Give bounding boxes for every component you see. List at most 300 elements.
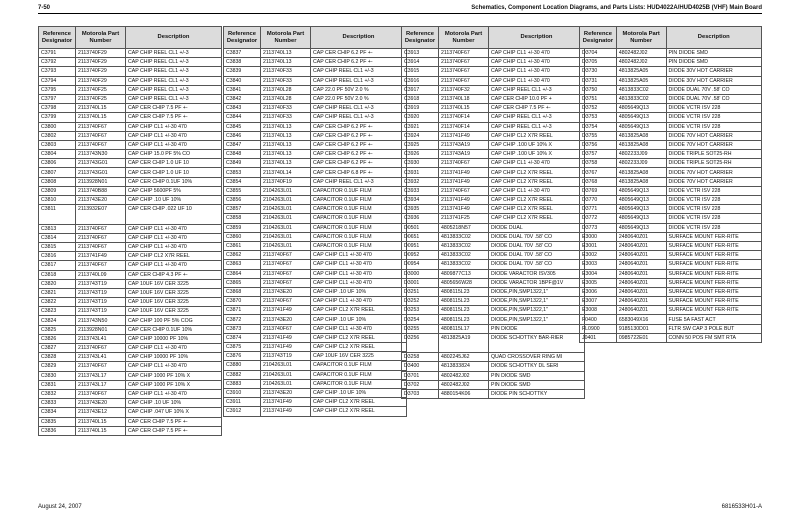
- part-number-cell: 2113743E20: [261, 315, 311, 324]
- ref-designator-cell: C3840: [224, 76, 261, 85]
- part-number-cell: 4802233J09: [616, 159, 666, 168]
- table-row: [224, 205, 407, 214]
- part-number-cell: 2113740F67: [76, 362, 126, 371]
- table-row: [39, 371, 222, 380]
- part-number-cell: 6583049X16: [616, 315, 666, 324]
- ref-designator-cell: C3880: [224, 361, 261, 370]
- part-number-cell: 4805656W28: [439, 278, 489, 287]
- ref-designator-cell: C3930: [402, 159, 439, 168]
- ref-designator-cell: C3832: [39, 389, 76, 398]
- part-number-cell: 2113743L17: [76, 371, 126, 380]
- part-number-cell: 4813825A08: [616, 140, 666, 149]
- part-number-cell: 2113743T19: [76, 307, 126, 316]
- ref-designator-cell: C3855: [224, 186, 261, 195]
- table-row: [402, 232, 585, 241]
- description-cell: CAP CHIP CL2 X7R REEL: [489, 196, 585, 205]
- ref-designator-cell: D0651: [402, 232, 439, 241]
- table-row: [580, 67, 762, 76]
- part-number-cell: 2113743N50: [76, 316, 126, 325]
- parts-table-4: [579, 26, 762, 343]
- table-row: [39, 334, 222, 343]
- ref-designator-cell: C3848: [224, 150, 261, 159]
- description-cell: CAP CHIP CL2 X7R REEL: [489, 177, 585, 186]
- part-number-cell: 2113740F67: [76, 122, 126, 131]
- part-number-cell: 2113741F49: [261, 407, 311, 416]
- ref-designator-cell: C3854: [224, 177, 261, 186]
- ref-designator-cell: D3767: [580, 168, 617, 177]
- part-number-cell: 4805649Q13: [616, 104, 666, 113]
- description-cell: CAP CER CHIP 7.5 PF +-: [126, 426, 222, 435]
- part-number-cell: 2113740F14: [439, 113, 489, 122]
- part-number-cell: 2113740F67: [439, 67, 489, 76]
- table-row: [224, 150, 407, 159]
- description-header: Description: [489, 27, 585, 49]
- description-cell: DIODE DUAL 70V .58' CO: [489, 260, 585, 269]
- ref-designator-cell: C3882: [224, 370, 261, 379]
- description-cell: CAPACITOR 0.1UF FILM: [311, 214, 407, 223]
- part-number-cell: 4813833C02: [439, 232, 489, 241]
- description-cell: DIODE TRIPLE SOT25-RH: [666, 159, 762, 168]
- table-row: [224, 278, 407, 287]
- part-number-cell: 2113740L13: [261, 131, 311, 140]
- part-number-cell: 4802233J09: [616, 150, 666, 159]
- ref-designator-cell: D3770: [580, 196, 617, 205]
- description-cell: CAP CHIP .10 UF 10%: [311, 287, 407, 296]
- ref-designator-cell: D3001: [402, 278, 439, 287]
- table-row: [224, 352, 407, 361]
- table-row: [402, 76, 585, 85]
- part-number-cell: 2113743T19: [76, 279, 126, 288]
- description-cell: CAP CHIP REEL CL1 +/-3: [126, 85, 222, 94]
- description-cell: CAP CHIP 1000 PF 10% X: [126, 380, 222, 389]
- ref-designator-cell: D3701: [402, 371, 439, 380]
- ref-designator-cell: D3768: [580, 177, 617, 186]
- description-cell: CAP CHIP CL1 +/-30 470: [126, 242, 222, 251]
- table-header-row: [39, 27, 222, 49]
- part-number-header: Motorola Part Number: [76, 27, 126, 49]
- table-row: [224, 168, 407, 177]
- table-row: [39, 233, 222, 242]
- ref-designator-cell: D0952: [402, 251, 439, 260]
- ref-designator-cell: C3853: [224, 168, 261, 177]
- description-cell: SURFACE MOUNT FER-RITE: [666, 278, 762, 287]
- table-row: [39, 58, 222, 67]
- description-cell: CAP CER CHIP 0.1UF 10%: [126, 177, 222, 186]
- ref-designator-header: Reference Designator: [224, 27, 261, 49]
- description-cell: CAP CER CHIP 10.0 PF +: [489, 94, 585, 103]
- footer-date: August 24, 2007: [38, 504, 82, 510]
- table-row: [580, 122, 762, 131]
- description-cell: DIODE VCTR ISV 228: [666, 113, 762, 122]
- ref-designator-cell: C3815: [39, 242, 76, 251]
- part-number-cell: 2104263L01: [261, 186, 311, 195]
- description-cell: CAP CER CHIP 6.2 PF +-: [311, 150, 407, 159]
- description-cell: CAP CER CHIP 7.5 PF +-: [126, 113, 222, 122]
- ref-designator-cell: C3934: [402, 196, 439, 205]
- table-row: [224, 94, 407, 103]
- description-cell: CAP 10UF 16V CER 3225: [126, 288, 222, 297]
- part-number-cell: 2113743A19: [439, 150, 489, 159]
- description-cell: DIODE 70V HOT CARRIER: [666, 131, 762, 140]
- ref-designator-cell: C3792: [39, 58, 76, 67]
- ref-designator-cell: D3000: [402, 269, 439, 278]
- part-number-cell: 2113928N01: [76, 177, 126, 186]
- ref-designator-cell: C3830: [39, 371, 76, 380]
- description-cell: CAP CER CHIP 0.1UF 10%: [126, 325, 222, 334]
- ref-designator-cell: C3797: [39, 94, 76, 103]
- description-cell: CAP CHIP CL1 +/-30 470: [489, 76, 585, 85]
- description-cell: CAP CHIP CL1 +/-30 470: [126, 389, 222, 398]
- table-row: [39, 177, 222, 186]
- part-number-cell: 2104263L01: [261, 205, 311, 214]
- description-cell: CAP CHIP CL1 +/-30 470: [489, 186, 585, 195]
- description-header: Description: [126, 27, 222, 49]
- table-row: [39, 104, 222, 113]
- ref-designator-cell: C3859: [224, 223, 261, 232]
- ref-designator-cell: C3831: [39, 380, 76, 389]
- description-header: Description: [666, 27, 762, 49]
- ref-designator-cell: C3935: [402, 205, 439, 214]
- table-row: [580, 278, 762, 287]
- part-number-cell: 2113740L13: [261, 150, 311, 159]
- table-row: [402, 177, 585, 186]
- table-row: [39, 270, 222, 279]
- table-row: [39, 76, 222, 85]
- ref-designator-cell: FL0900: [580, 324, 617, 333]
- table-row: [224, 131, 407, 140]
- part-number-cell: 2113740L28: [261, 85, 311, 94]
- part-number-cell: 2113740L13: [261, 49, 311, 58]
- description-cell: CAP CHIP CL2 X7R REEL: [311, 343, 407, 352]
- part-number-cell: 4808115L23: [439, 297, 489, 306]
- description-cell: CAP CHIP CL2 X7R REEL: [311, 333, 407, 342]
- part-number-cell: 2113740F67: [261, 297, 311, 306]
- part-number-cell: 2113740F67: [76, 344, 126, 353]
- table-row: [224, 388, 407, 397]
- part-number-cell: 2113740F67: [76, 233, 126, 242]
- ref-designator-cell: C3926: [402, 150, 439, 159]
- description-cell: CAP CHIP CL1 +/-30 470: [489, 49, 585, 58]
- table-row: [402, 353, 585, 362]
- description-cell: DIODE VCTR ISV 228: [666, 214, 762, 223]
- table-row: [224, 49, 407, 58]
- part-number-cell: 2113743T19: [76, 298, 126, 307]
- table-row: [39, 150, 222, 159]
- table-row: [580, 333, 762, 342]
- table-row: [224, 379, 407, 388]
- table-row: [224, 76, 407, 85]
- description-cell: CAPACITOR 0.1UF FILM: [311, 223, 407, 232]
- ref-designator-cell: D3702: [402, 380, 439, 389]
- ref-designator-cell: C3910: [224, 388, 261, 397]
- table-row: [39, 307, 222, 316]
- part-number-cell: 2113740F25: [76, 85, 126, 94]
- table-row: [580, 177, 762, 186]
- description-cell: CAP CHIP 1000 PF 10% X: [126, 371, 222, 380]
- table-row: [39, 380, 222, 389]
- description-cell: CAP CHIP CL2 X7R REEL: [311, 306, 407, 315]
- table-row: [580, 159, 762, 168]
- ref-designator-cell: C3828: [39, 353, 76, 362]
- ref-designator-cell: D3773: [580, 223, 617, 232]
- part-number-cell: 2113743T19: [261, 352, 311, 361]
- part-number-cell: 2113743E20: [261, 388, 311, 397]
- table-row: [402, 241, 585, 250]
- table-row: [39, 298, 222, 307]
- ref-designator-cell: C3868: [224, 287, 261, 296]
- ref-designator-cell: C3872: [224, 315, 261, 324]
- ref-designator-cell: C3838: [224, 58, 261, 67]
- table-row: [580, 297, 762, 306]
- description-cell: PIN DIODE SMD: [489, 371, 585, 380]
- description-cell: CAP CHIP REEL CL1 +/-3: [311, 104, 407, 113]
- table-row: [402, 333, 585, 352]
- table-row: [580, 232, 762, 241]
- ref-designator-cell: C3841: [224, 85, 261, 94]
- description-cell: CAP CHIP CL1 +/-30 470: [126, 261, 222, 270]
- part-number-header: Motorola Part Number: [616, 27, 666, 49]
- ref-designator-cell: C3847: [224, 140, 261, 149]
- table-row: [402, 278, 585, 287]
- part-number-cell: 2113740L13: [261, 140, 311, 149]
- part-number-cell: 2113741F49: [261, 343, 311, 352]
- part-number-cell: 4813825A19: [439, 333, 489, 352]
- description-cell: CAP CHIP CL1 +/-30 470: [126, 140, 222, 149]
- part-number-cell: 4805649Q13: [616, 214, 666, 223]
- parts-table-3: [401, 26, 585, 399]
- ref-designator-cell: C3863: [224, 260, 261, 269]
- part-number-cell: 2113741F49: [261, 398, 311, 407]
- description-cell: DIODE VCTR ISV 228: [666, 223, 762, 232]
- part-number-cell: 2113740L15: [76, 426, 126, 435]
- part-number-cell: 2104263L01: [261, 370, 311, 379]
- table-row: [580, 269, 762, 278]
- part-number-cell: 2104263L01: [261, 196, 311, 205]
- ref-designator-cell: C3807: [39, 168, 76, 177]
- table-row: [402, 260, 585, 269]
- ref-designator-cell: C3858: [224, 214, 261, 223]
- table-row: [402, 389, 585, 398]
- table-row: [580, 113, 762, 122]
- description-cell: SURFACE MOUNT FER-RITE: [666, 297, 762, 306]
- description-cell: CAPACITOR 0.1UF FILM: [311, 196, 407, 205]
- part-number-cell: 2480640Z01: [616, 241, 666, 250]
- part-number-header: Motorola Part Number: [261, 27, 311, 49]
- table-row: [580, 241, 762, 250]
- table-row: [224, 85, 407, 94]
- ref-designator-cell: C3818: [39, 270, 76, 279]
- description-cell: CAP CHIP CL1 +/-30 470: [126, 233, 222, 242]
- part-number-cell: 4805649Q13: [616, 113, 666, 122]
- part-number-cell: 2113740F33: [261, 113, 311, 122]
- part-number-cell: 2113740F67: [439, 58, 489, 67]
- description-cell: CAP CHIP REEL CL1 +/-3: [311, 76, 407, 85]
- part-number-cell: 2104263L01: [261, 214, 311, 223]
- part-number-cell: 2113741F49: [439, 177, 489, 186]
- table-row: [402, 168, 585, 177]
- description-cell: CAP CHIP CL2 X7R REEL: [126, 252, 222, 261]
- description-cell: DIODE DUAL 70V .58' CO: [666, 85, 762, 94]
- description-cell: DIODE DUAL 70V .58' CO: [489, 232, 585, 241]
- description-cell: CAP CHIP .10 UF 10%: [126, 399, 222, 408]
- table-row: [39, 389, 222, 398]
- part-number-cell: 4813825A08: [616, 168, 666, 177]
- part-number-cell: 2104263L01: [261, 379, 311, 388]
- description-cell: CAP CHIP REEL CL1 +/-3: [126, 67, 222, 76]
- table-row: [224, 104, 407, 113]
- part-number-cell: 4808115L23: [439, 306, 489, 315]
- ref-designator-cell: E3003: [580, 260, 617, 269]
- ref-designator-cell: C3921: [402, 122, 439, 131]
- ref-designator-cell: D3730: [580, 67, 617, 76]
- ref-designator-cell: D3757: [580, 150, 617, 159]
- ref-designator-cell: D3400: [402, 362, 439, 371]
- part-number-cell: 4805649Q13: [616, 122, 666, 131]
- part-number-cell: 2113740L28: [261, 94, 311, 103]
- description-cell: SURFACE MOUNT FER-RITE: [666, 269, 762, 278]
- description-cell: DIODE DUAL 70V .58' CO: [489, 241, 585, 250]
- table-row: [224, 407, 407, 416]
- part-number-cell: 2113740L15: [76, 113, 126, 122]
- ref-designator-cell: E3006: [580, 287, 617, 296]
- table-row: [224, 159, 407, 168]
- part-number-cell: 2113743G01: [76, 168, 126, 177]
- table-row: [402, 186, 585, 195]
- ref-designator-cell: D0951: [402, 241, 439, 250]
- description-cell: DIODE DUAL: [489, 223, 585, 232]
- ref-designator-cell: C3843: [224, 104, 261, 113]
- ref-designator-cell: C3798: [39, 104, 76, 113]
- table-row: [39, 140, 222, 149]
- ref-designator-cell: C3826: [39, 334, 76, 343]
- description-cell: CAP 22.0 PF 50V 2.0 %: [311, 85, 407, 94]
- part-number-cell: 2113740B88: [76, 186, 126, 195]
- table-row: [224, 324, 407, 333]
- table-row: [580, 196, 762, 205]
- description-cell: CAP 10UF 16V CER 3225: [311, 352, 407, 361]
- part-number-cell: 2113740F25: [76, 94, 126, 103]
- ref-designator-cell: C3810: [39, 196, 76, 205]
- description-cell: CAP CHIP CL1 +/-30 470: [126, 122, 222, 131]
- ref-designator-cell: C3813: [39, 224, 76, 233]
- ref-designator-cell: C3837: [224, 49, 261, 58]
- part-number-cell: 2113740F67: [76, 140, 126, 149]
- description-cell: CAP CHIP .10 UF 10%: [311, 388, 407, 397]
- description-cell: PIN DIODE: [489, 324, 585, 333]
- ref-designator-cell: C3829: [39, 362, 76, 371]
- part-number-cell: 2113740L15: [76, 104, 126, 113]
- table-row: [224, 361, 407, 370]
- ref-designator-cell: C3918: [402, 94, 439, 103]
- description-cell: CAPACITOR 0.1UF FILM: [311, 232, 407, 241]
- description-cell: CAP CER CHIP 1.0 UF 10: [126, 159, 222, 168]
- description-cell: CAP CHIP 10000 PF 10%: [126, 353, 222, 362]
- ref-designator-cell: D3255: [402, 324, 439, 333]
- part-number-cell: 4813825A05: [616, 76, 666, 85]
- table-row: [402, 58, 585, 67]
- ref-designator-cell: E3002: [580, 251, 617, 260]
- description-cell: CAP CHIP 15.0 PF 5% CO: [126, 150, 222, 159]
- ref-designator-cell: C3803: [39, 140, 76, 149]
- description-cell: DIODE 70V HOT CARRIER: [666, 177, 762, 186]
- table-row: [39, 426, 222, 435]
- parts-table-1: [38, 26, 222, 436]
- part-number-cell: 2113740F29: [76, 76, 126, 85]
- part-number-cell: 2113740F67: [261, 269, 311, 278]
- part-number-cell: 2113743L17: [76, 380, 126, 389]
- table-row: [580, 324, 762, 333]
- table-row: [224, 315, 407, 324]
- table-row: [39, 159, 222, 168]
- description-cell: CAP 10UF 16V CER 3225: [126, 279, 222, 288]
- description-cell: CAP CER CHIP 6.2 PF +-: [311, 58, 407, 67]
- part-number-cell: 4805649Q13: [616, 223, 666, 232]
- part-number-cell: 4805649Q13: [616, 205, 666, 214]
- table-row: [402, 131, 585, 140]
- table-row: [224, 140, 407, 149]
- table-row: [402, 85, 585, 94]
- description-cell: FUSE 5A FAST ACT: [666, 315, 762, 324]
- ref-designator-cell: D3253: [402, 306, 439, 315]
- table-row: [580, 315, 762, 324]
- part-number-cell: 2113740F67: [261, 278, 311, 287]
- part-number-cell: 4813833C02: [439, 260, 489, 269]
- ref-designator-cell: D3772: [580, 214, 617, 223]
- parts-table-2: [223, 26, 407, 417]
- table-row: [39, 288, 222, 297]
- part-number-cell: 2113740L13: [261, 58, 311, 67]
- description-cell: CAPACITOR 0.1UF FILM: [311, 186, 407, 195]
- ref-designator-cell: D3751: [580, 94, 617, 103]
- ref-designator-cell: C3820: [39, 279, 76, 288]
- table-row: [402, 371, 585, 380]
- description-cell: CAP CHIP .047 UF 10% X: [126, 408, 222, 417]
- description-cell: DIODE PIN SCHOTTKY: [489, 389, 585, 398]
- part-number-cell: 2480640Z01: [616, 297, 666, 306]
- ref-designator-cell: D3756: [580, 140, 617, 149]
- ref-designator-cell: D3252: [402, 297, 439, 306]
- table-row: [224, 113, 407, 122]
- table-row: [402, 150, 585, 159]
- part-number-cell: 4813825A05: [616, 67, 666, 76]
- ref-designator-cell: D3758: [580, 159, 617, 168]
- description-cell: DIODE 70V HOT CARRIER: [666, 168, 762, 177]
- description-cell: DIODE TRIPLE SOT25-RH: [666, 150, 762, 159]
- table-row: [224, 196, 407, 205]
- table-row: [39, 316, 222, 325]
- ref-designator-cell: C3919: [402, 104, 439, 113]
- table-row: [580, 140, 762, 149]
- table-row: [580, 131, 762, 140]
- ref-designator-cell: C3835: [39, 417, 76, 426]
- description-cell: CAP CER CHIP .022 UF 10: [126, 205, 222, 224]
- table-row: [402, 324, 585, 333]
- description-cell: DIODE VCTR ISV 228: [666, 196, 762, 205]
- description-cell: CAP CER CHIP 7.5 PF +-: [126, 104, 222, 113]
- part-number-cell: 2480640Z01: [616, 306, 666, 315]
- description-cell: DIODE SCHOTTKY DL SERI: [489, 362, 585, 371]
- part-number-cell: 4813833C02: [439, 241, 489, 250]
- table-row: [580, 214, 762, 223]
- table-row: [224, 223, 407, 232]
- ref-designator-cell: D3771: [580, 205, 617, 214]
- part-number-cell: 2113743E20: [76, 196, 126, 205]
- description-cell: CAP CER CHIP 1.0 UF 10: [126, 168, 222, 177]
- table-row: [224, 177, 407, 186]
- part-number-cell: 2113740F67: [76, 261, 126, 270]
- table-row: [39, 261, 222, 270]
- table-row: [39, 242, 222, 251]
